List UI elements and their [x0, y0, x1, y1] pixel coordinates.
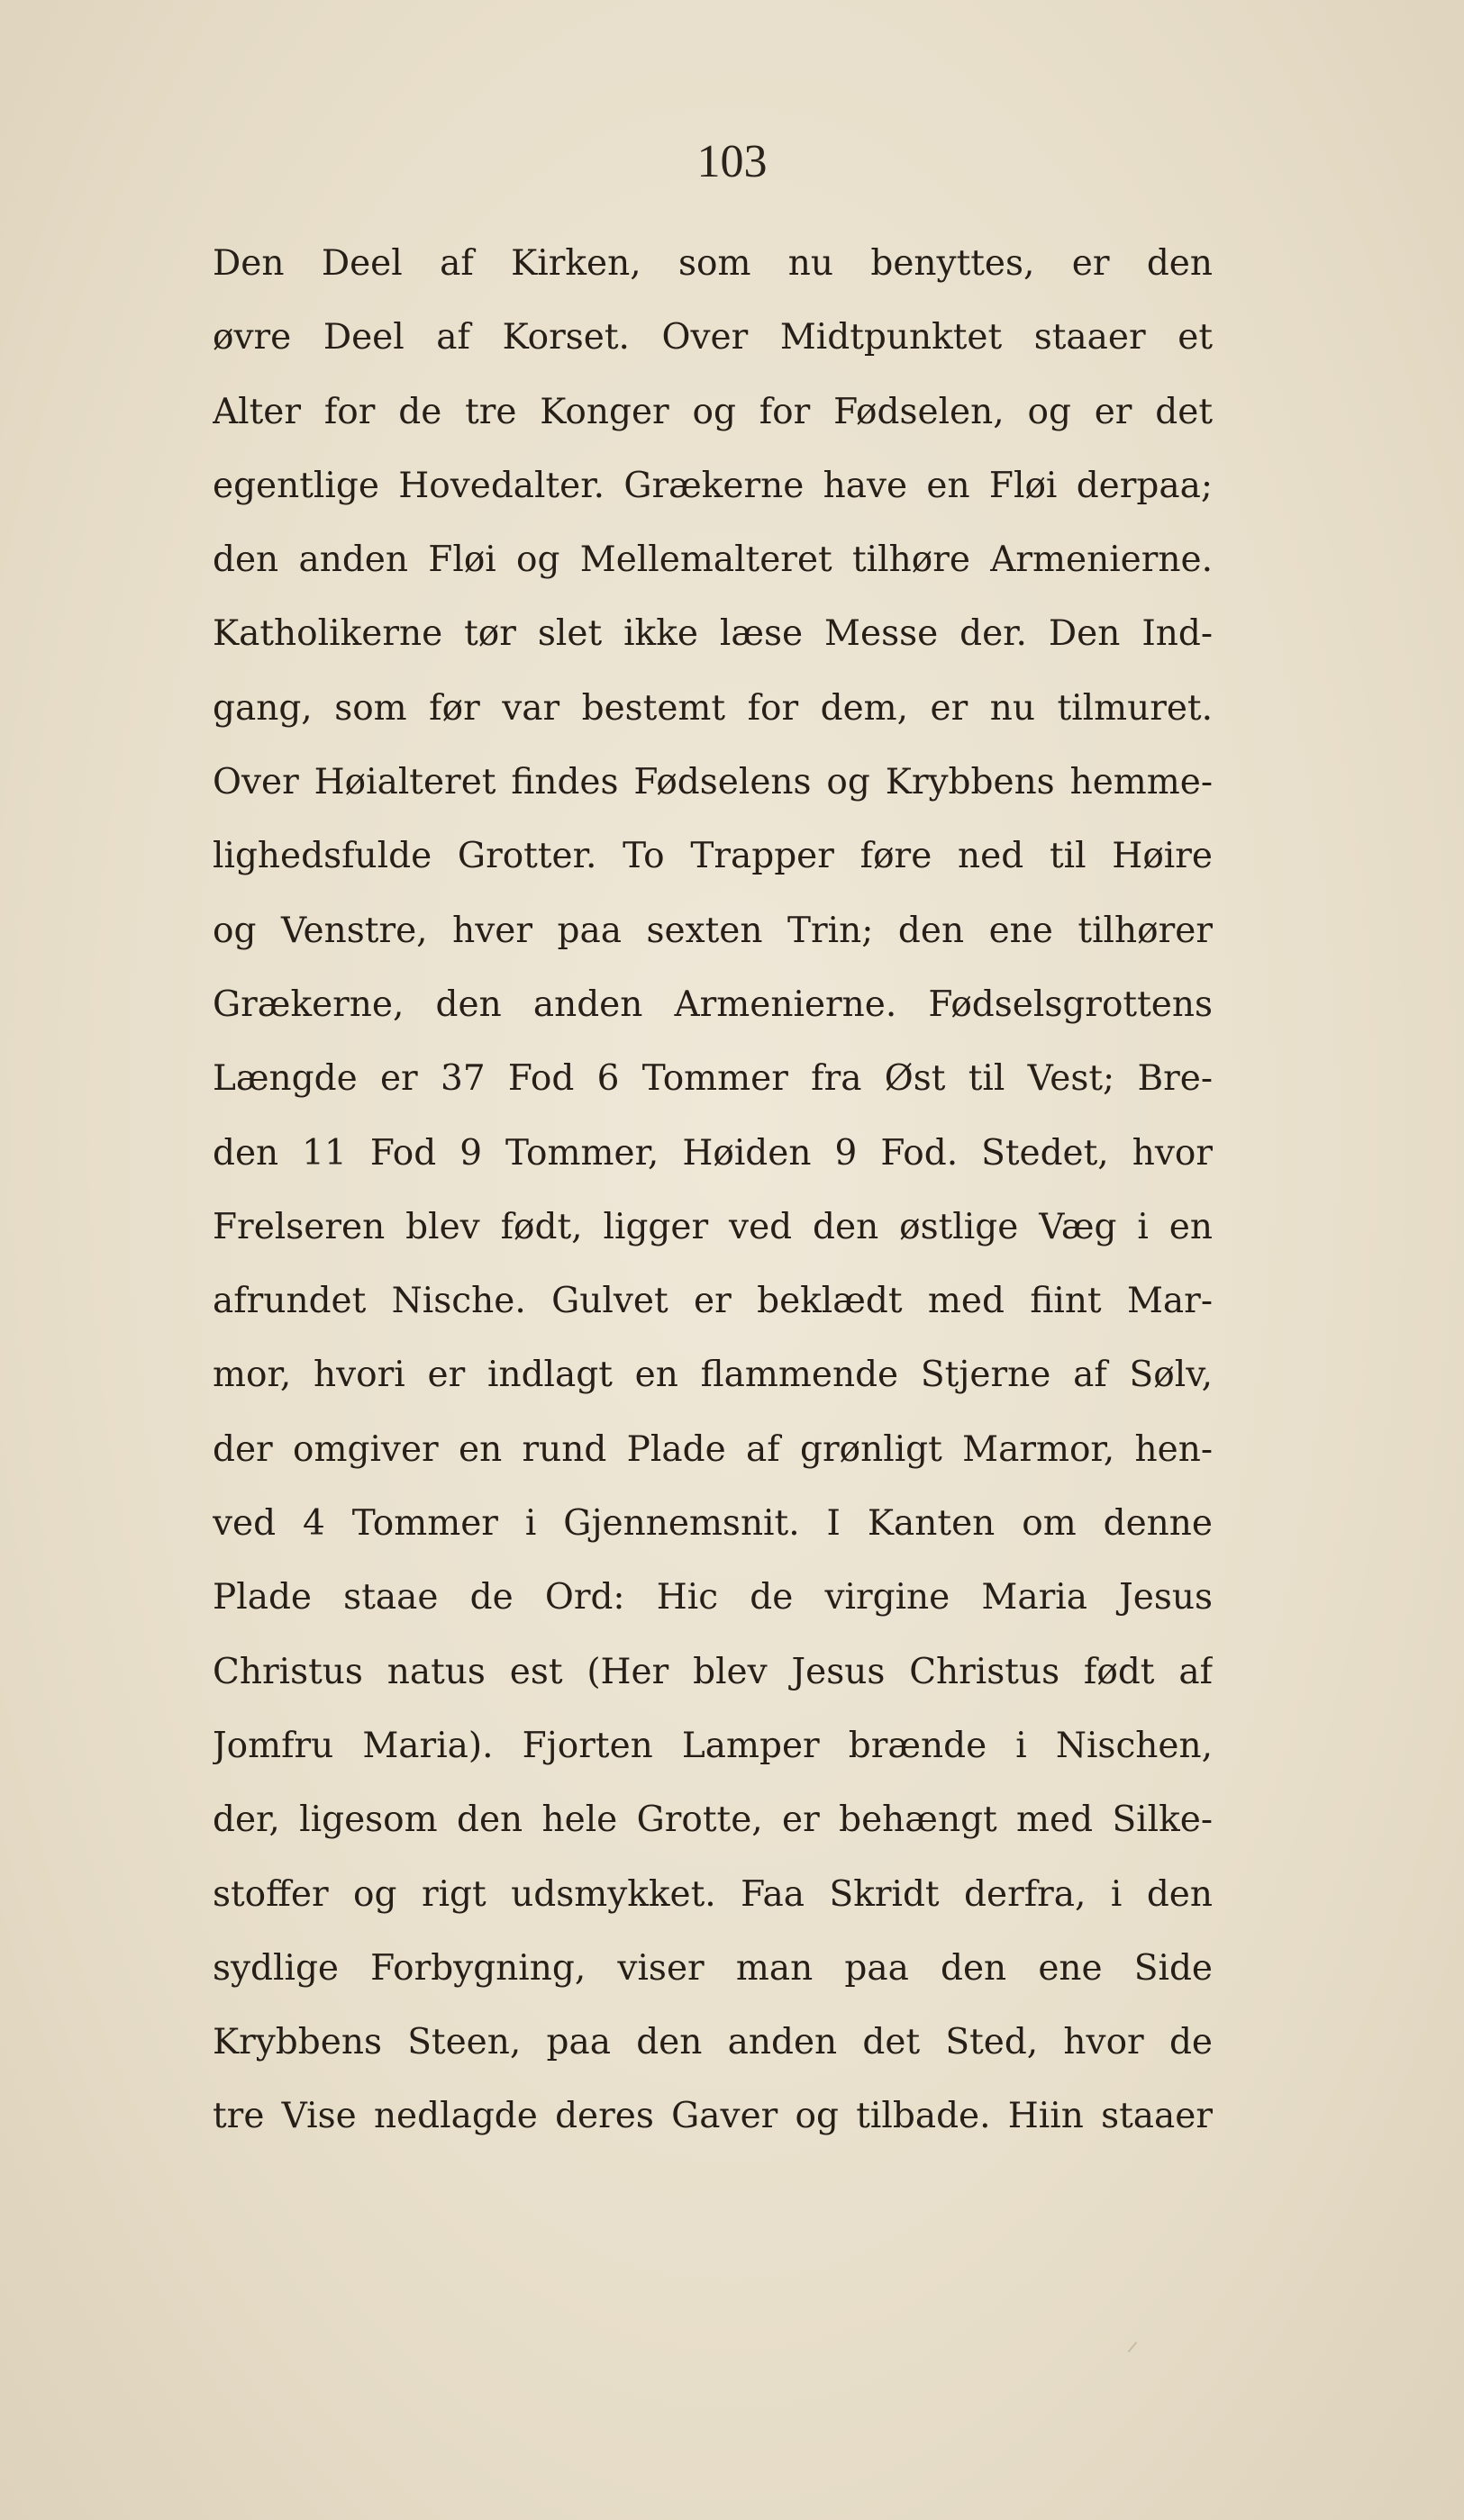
text-line: egentlige Hovedalter. Grækerne have en Fløi derpaa;: [213, 465, 1213, 506]
text-line: stoffer og rigt udsmykket. Faa Skridt derfra, i den: [213, 1873, 1213, 1915]
text-line: der omgiver en rund Plade af grønligt Marmor, hen-: [213, 1428, 1213, 1470]
text-line: Længde er 37 Fod 6 Tommer fra Øst til Vest; Bre-: [213, 1058, 1213, 1100]
text-line: Krybbens Steen, paa den anden det Sted, hvor de: [213, 2022, 1213, 2063]
pencil-mark: [1128, 2342, 1138, 2352]
text-line: Alter for de tre Konger og for Fødselen, og er det: [213, 391, 1213, 432]
text-line: den 11 Fod 9 Tommer, Høiden 9 Fod. Stedet, hvor: [213, 1132, 1213, 1174]
text-line: sydlige Forbygning, viser man paa den ene Side: [213, 1947, 1213, 1989]
text-line: Frelseren blev født, ligger ved den østlige Væg i en: [213, 1206, 1213, 1247]
text-line: Plade staae de Ord: Hic de virgine Maria Jesus: [213, 1577, 1213, 1618]
page-number: 103: [696, 136, 768, 187]
text-line: Den Deel af Kirken, som nu benyttes, er den: [213, 243, 1213, 284]
text-line: Christus natus est (Her blev Jesus Christus født af: [213, 1651, 1213, 1692]
text-line: afrundet Nische. Gulvet er beklædt med fiint Mar-: [213, 1281, 1213, 1322]
text-line: Jomfru Maria). Fjorten Lamper brænde i Nischen,: [213, 1725, 1213, 1766]
text-line: Katholikerne tør slet ikke læse Messe der. Den Ind-: [213, 613, 1213, 655]
body-text: [213, 227, 1213, 2154]
text-line: Grækerne, den anden Armenierne. Fødselsgrottens: [213, 984, 1213, 1025]
text-line: Over Høialteret findes Fødselens og Krybbens hemme-: [213, 762, 1213, 803]
text-line: lighedsfulde Grotter. To Trapper føre ned til Høire: [213, 836, 1213, 877]
text-line: øvre Deel af Korset. Over Midtpunktet staaer et: [213, 317, 1213, 358]
text-line: mor, hvori er indlagt en flammende Stjerne af Sølv,: [213, 1355, 1213, 1396]
text-line: tre Vise nedlagde deres Gaver og tilbade. Hiin staaer: [213, 2096, 1213, 2137]
text-line: der, ligesom den hele Grotte, er behængt med Silke-: [213, 1799, 1213, 1841]
text-line: den anden Fløi og Mellemalteret tilhøre Armenierne.: [213, 539, 1213, 581]
text-line: gang, som før var bestemt for dem, er nu tilmuret.: [213, 687, 1213, 729]
text-line: og Venstre, hver paa sexten Trin; den ene tilhører: [213, 910, 1213, 951]
text-line: ved 4 Tommer i Gjennemsnit. I Kanten om denne: [213, 1503, 1213, 1545]
